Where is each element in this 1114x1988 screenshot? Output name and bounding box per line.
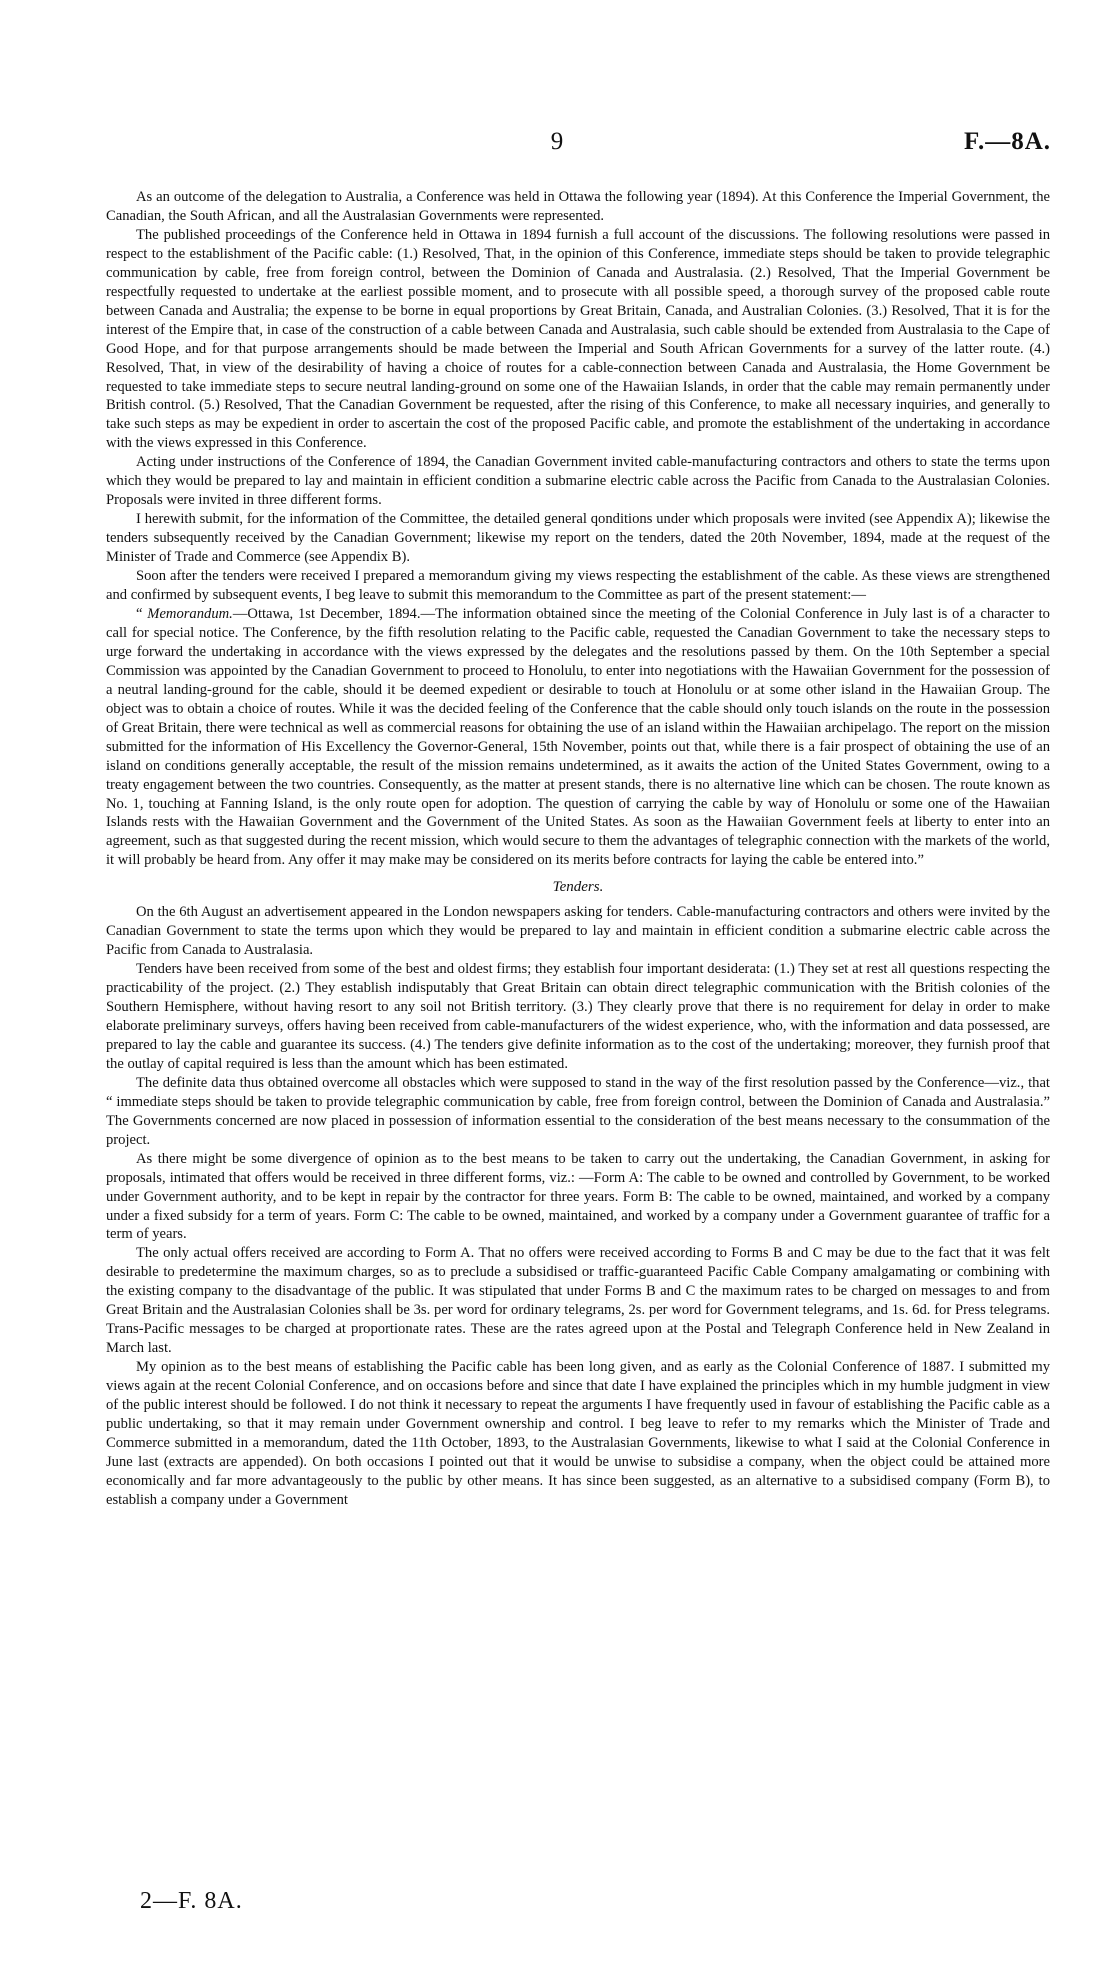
document-body <box>106 188 1050 1510</box>
paragraph: The definite data thus obtained overcome all obstacles which were supposed to stand in the way of the first resolution passed by the Conference—viz., that “ immediate steps should be taken to provide telegraphic communication by cable, free from foreign control, between the Dominion of Canada and Australasia.” The Governments concerned are now placed in possession of information essential to the consideration of the best means necessary to the consummation of the project. <box>106 1074 1050 1148</box>
page-number: 9 <box>550 128 564 155</box>
paragraph: My opinion as to the best means of establishing the Pacific cable has been long given, and as early as the Colonial Conference of 1887. I submitted my views again at the recent Colonial Conference, and on occasions before and since that date I have explained the principles which in my humble judgment in view of the public interest should be followed. I do not think it necessary to repeat the arguments I have frequently used in favour of establishing the Pacific cable as a public undertaking, so that it may remain under Government ownership and control. I beg leave to refer to my remarks which the Minister of Trade and Commerce submitted in a memorandum, dated the 11th October, 1893, to the Australasian Governments, likewise to what I said at the Colonial Conference in June last (extracts are appended). On both occasions I pointed out that it would be unwise to subsidise a company, when the object could be attained more economically and far more advantageously to the public by other means. It has since been suggested, as an alternative to a subsidised company (Form B), to establish a company under a Government <box>106 1359 1050 1508</box>
paragraph: The only actual offers received are according to Form A. That no offers were received according to Forms B and C may be due to the fact that it was felt desirable to predetermine the maximum charges, so as to preclude a subsidised or traffic-guaranteed Pacific Cable Company amalgamating or combining with the existing company to the disadvantage of the public. It was stipulated that under Forms B and C the maximum rates to be charged on messages to and from Great Britain and the Australasian Colonies shall be 3s. per word for ordinary telegrams, 2s. per word for Government telegrams, and 1s. 6d. for Press telegrams. Trans-Pacific messages to be charged at proportionate rates. These are the rates agreed upon at the Postal and Telegraph Conference held in New Zealand in March last. <box>106 1245 1050 1357</box>
paragraph: I herewith submit, for the information of the Committee, the detailed general qonditions under which proposals were invited (see Appendix A); likewise the tenders subsequently received by the Canadian Government; likewise my report on the tenders, dated the 20th November, 1894, made at the request of the Minister of Trade and Commerce (see Appendix B). <box>106 511 1050 566</box>
memorandum-text: —Ottawa, 1st December, 1894.—The information obtained since the meeting of the Colonial Conference in July last is of a character to call for special notice. The Conference, by the fifth resolution relating to the Pacific cable, requested the Canadian Government to take the necessary steps to urge forward the undertaking in accordance with the views expressed by the delegates and the resolutions passed by them. On the 10th September a special Commission was appointed by the Canadian Government to proceed to Honolulu, to enter into negotiations with the Hawaiian Government for the possession of a neutral landing-ground for the cable, should it be deemed expedient or desirable to touch at Honolulu or at some other island in the Hawaiian Group. The object was to obtain a choice of routes. While it was the decided feeling of the Conference that the cable should only touch islands on the route in the possession of Great Britain, there were technical as well as commercial reasons for obtaining the use of an island within the Hawaiian archipelago. The report on the mission submitted for the information of His Excellency the Governor-General, 15th November, points out that, while there is a fair prospect of obtaining the use of an island on conditions generally acceptable, the result of the mission remains undetermined, as it awaits the action of the United States Government, owing to a treaty engagement between the two countries. Consequently, as the matter at present stands, there is no alternative line which can be chosen. The route known as No. 1, touching at Fanning Island, is the only route open for adoption. The question of carrying the cable by way of Honolulu or some one of the Hawaiian Islands rests with the Hawaiian Government and the Government of the United States. As soon as the Hawaiian Government feels at liberty to enter into an agreement, such as that suggested during the recent mission, which would secure to them the advantages of telegraphic connection with the markets of the world, it will probably be heard from. Any offer it may make may be considered on its merits before contracts for laying the cable be entered into.” <box>106 605 1050 869</box>
paragraph: Tenders have been received from some of the best and oldest firms; they establish four important desiderata: (1.) They set at rest all questions respecting the practicability of the project. (2.) They establish indisputably that Great Britain can obtain direct telegraphic communication with the British colonies of the Southern Hemisphere, without having resort to any soil not British territory. (3.) They clearly prove that there is no requirement for delay in order to make elaborate preliminary surveys, offers having been received from cable-manufacturers of the widest experience, who, with the information and data possessed, are prepared to lay the cable and guarantee its success. (4.) The tenders give definite information as to the cost of the undertaking; moreover, they furnish proof that the outlay of capital required is less than the amount which has been estimated. <box>106 961 1050 1072</box>
memorandum-label: Memorandum. <box>147 605 233 622</box>
memorandum-paragraph <box>106 605 1050 870</box>
paragraph: As there might be some divergence of opinion as to the best means to be taken to carry out the undertaking, the Canadian Government, in asking for proposals, intimated that offers would be received in three different forms, viz.: —Form A: The cable to be owned and controlled by Government, to be worked under Government authority, and to be kept in repair by the contractor for three years. Form B: The cable to be owned, maintained, and worked by a company under a fixed subsidy for a term of years. Form C: The cable to be owned, maintained, and worked by a company under a Government guarantee of traffic for a term of years. <box>106 1150 1050 1243</box>
paragraph: Soon after the tenders were received I prepared a memorandum giving my views respecting the establishment of the cable. As these views are strengthened and confirmed by subsequent events, I beg leave to submit this memorandum to the Committee as part of the present statement:— <box>106 568 1050 604</box>
signature-mark: 2—F. 8A. <box>140 1888 243 1914</box>
paragraph: As an outcome of the delegation to Australia, a Conference was held in Ottawa the following year (1894). At this Conference the Imperial Government, the Canadian, the South African, and all the Australasian Governments were represented. <box>106 189 1050 224</box>
section-heading: Tenders. <box>552 879 604 896</box>
paragraph: On the 6th August an advertisement appeared in the London newspapers asking for tenders. Cable-manufacturing contractors and others were invited by the Canadian Government to state the terms upon which they would be prepared to lay and maintain in efficient condition a submarine electric cable across the Pacific from Canada to Australasia. <box>106 904 1050 959</box>
memorandum-open-quote: “ <box>136 605 148 622</box>
document-reference: F.—8A. <box>963 128 1051 155</box>
paragraph: Acting under instructions of the Conference of 1894, the Canadian Government invited cable-manufacturing contractors and others to state the terms upon which they would be prepared to lay and maintain in efficient condition a submarine electric cable across the Pacific from Canada to the Australasian Colonies. Proposals were invited in three different forms. <box>106 454 1050 509</box>
paragraph: The published proceedings of the Conference held in Ottawa in 1894 furnish a full account of the discussions. The following resolutions were passed in respect to the establishment of the Pacific cable: (1.) Resolved, That, in the opinion of this Conference, immediate steps should be taken to provide telegraphic communication by cable, free from foreign control, between the Dominion of Canada and Australasia. (2.) Resolved, That the Imperial Government be respectfully requested to undertake at the earliest possible moment, and to prosecute with all possible speed, a thorough survey of the proposed cable route between Canada and Australia; the expense to be borne in equal proportions by Great Britain, Canada, and Australian Colonies. (3.) Resolved, That it is for the interest of the Empire that, in case of the construction of a cable between Canada and Australasia, such cable should be extended from Australasia to the Cape of Good Hope, and for that purpose arrangements should be made between the Imperial and South African Governments for a survey of the latter route. (4.) Resolved, That, in view of the desirability of having a choice of routes for a cable-connection between Canada and Australasia, the Home Government be requested to take immediate steps to secure neutral landing-ground on some one of the Hawaiian Islands, in order that the cable may remain permanently under British control. (5.) Resolved, That the Canadian Government be requested, after the rising of this Conference, to make all necessary inquiries, and generally to take such steps as may be expedient in order to ascertain the cost of the proposed Pacific cable, and promote the establishment of the undertaking in accordance with the views expressed in this Conference. <box>106 226 1050 452</box>
